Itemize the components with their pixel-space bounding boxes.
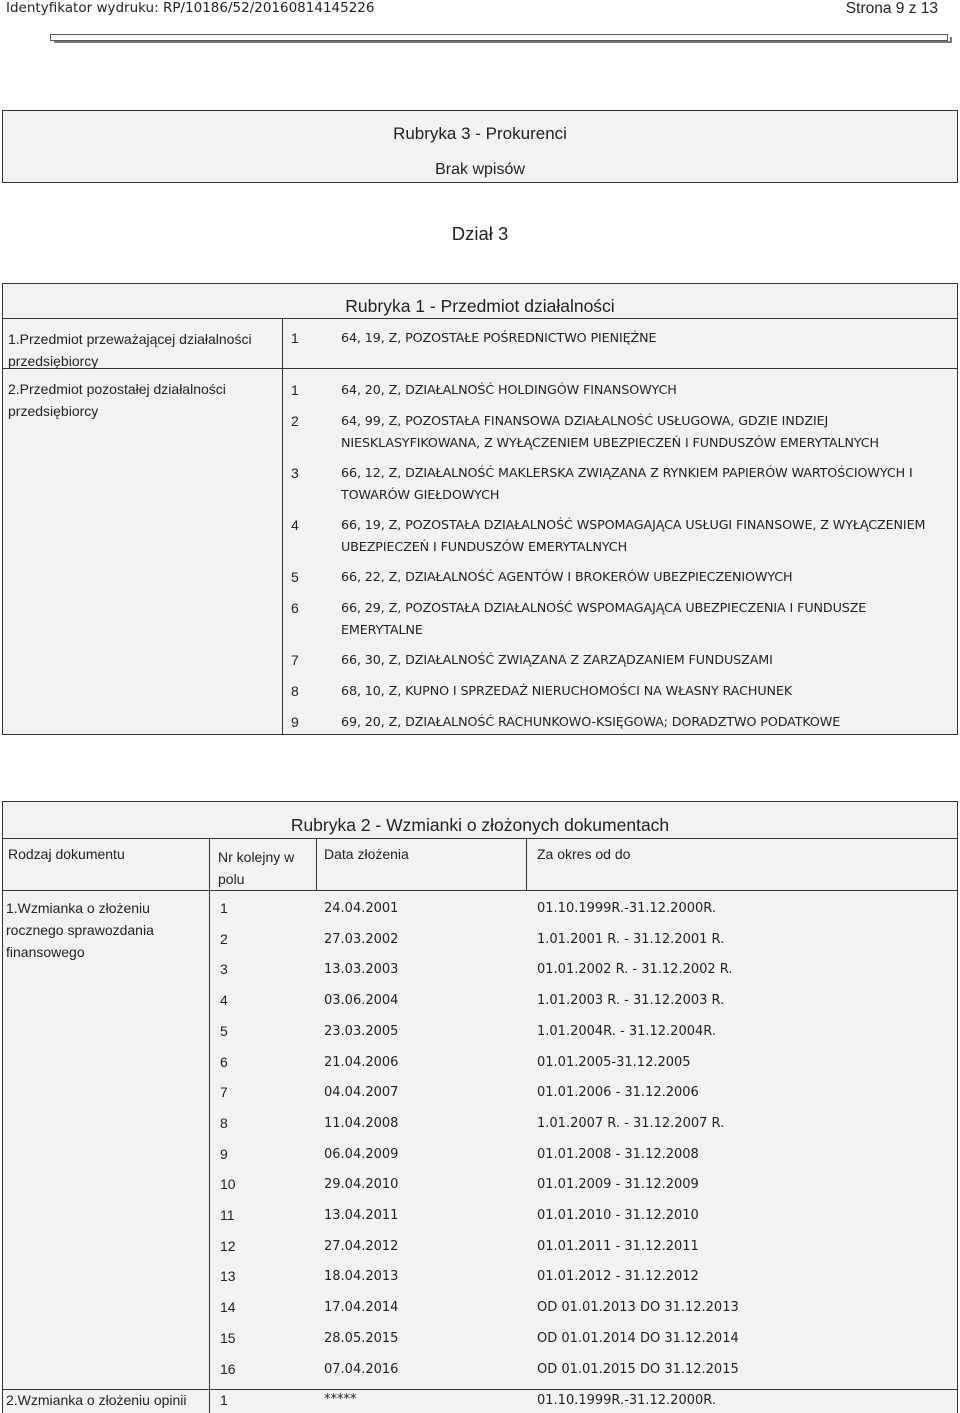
main-activity-label: 1.Przedmiot przeważającej działalności przedsiębiorcy xyxy=(8,331,252,369)
rubryka3-box xyxy=(2,110,958,183)
submission-date: 18.04.2013 xyxy=(324,1269,399,1285)
row-number: 2 xyxy=(220,930,228,947)
row-number: 9 xyxy=(220,1145,228,1162)
row-number: 16 xyxy=(220,1360,236,1377)
period-range: 1.01.2007 R. - 31.12.2007 R. xyxy=(537,1115,725,1131)
activity-text: 64, 99, Z, POZOSTAŁA FINANSOWA DZIAŁALNOŚĆ USŁUGOWA, GDZIE INDZIEJ NIESKLASYFIKOWANA, Z WYŁĄCZENIEM UBEZPIECZEŃ I FUNDUSZÓW EMERYTALNYCH xyxy=(341,413,879,450)
rubryka3-title: Rubryka 3 - Prokurenci xyxy=(393,124,567,143)
row-number: 5 xyxy=(220,1022,228,1039)
activity-number: 8 xyxy=(291,683,299,699)
submission-date: 13.04.2011 xyxy=(324,1208,399,1223)
period-range: 01.01.2006 - 31.12.2006 xyxy=(537,1085,699,1101)
submission-date: 29.04.2010 xyxy=(324,1177,399,1193)
submission-date: 06.04.2009 xyxy=(324,1146,399,1162)
row-number: 11 xyxy=(220,1207,235,1223)
column-header: Rodzaj dokumentu xyxy=(8,846,125,862)
period-range: 1.01.2001 R. - 31.12.2001 R. xyxy=(537,931,725,947)
table-rule xyxy=(209,890,210,1413)
period-range: 01.10.1999R.-31.12.2000R. xyxy=(537,901,716,916)
activity-text: 66, 22, Z, DZIAŁALNOŚĆ AGENTÓW I BROKERÓW UBEZPIECZENIOWYCH xyxy=(341,569,793,584)
document-type-label: 1.Wzmianka o złożeniu rocznego sprawozdania finansowego xyxy=(6,900,154,960)
row-number: 3 xyxy=(220,961,228,978)
table-rule xyxy=(316,838,317,890)
period-range: 01.01.2009 - 31.12.2009 xyxy=(537,1177,699,1193)
submission-date: 07.04.2016 xyxy=(324,1361,399,1377)
submission-date: 17.04.2014 xyxy=(324,1300,399,1316)
submission-date: 04.04.2007 xyxy=(324,1085,399,1101)
period-range: 01.01.2010 - 31.12.2010 xyxy=(537,1208,699,1223)
submission-date: 27.04.2012 xyxy=(324,1238,399,1254)
submission-date: 13.03.2003 xyxy=(324,962,399,978)
activity-text: 64, 19, Z, POZOSTAŁE POŚREDNICTWO PIENIĘŻNE xyxy=(341,330,657,345)
print-identifier: Identyfikator wydruku: RP/10186/52/20160814145226 xyxy=(6,0,375,16)
row-number: 10 xyxy=(220,1176,236,1193)
row-number: 7 xyxy=(220,1084,228,1101)
activity-number: 1 xyxy=(291,382,299,398)
row-number: 1 xyxy=(220,900,228,916)
submission-date: ***** xyxy=(324,1392,357,1407)
table-rule xyxy=(282,318,283,735)
submission-date: 24.04.2001 xyxy=(324,901,399,916)
activity-text: 66, 29, Z, POZOSTAŁA DZIAŁALNOŚĆ WSPOMAGAJĄCA UBEZPIECZENIA I FUNDUSZE EMERYTALNE xyxy=(341,600,867,637)
row-number: 4 xyxy=(220,992,228,1009)
period-range: 1.01.2003 R. - 31.12.2003 R. xyxy=(537,993,725,1009)
activity-text: 69, 20, Z, DZIAŁALNOŚĆ RACHUNKOWO-KSIĘGOWA; DORADZTWO PODATKOWE xyxy=(341,714,841,729)
rubryka2-title: Rubryka 2 - Wzmianki o złożonych dokumentach xyxy=(290,815,670,835)
row-number: 1 xyxy=(220,1392,228,1408)
period-range: 01.01.2012 - 31.12.2012 xyxy=(537,1269,699,1285)
activity-number: 1 xyxy=(291,330,299,346)
section-title: Dział 3 xyxy=(451,223,509,244)
submission-date: 11.04.2008 xyxy=(324,1115,399,1131)
activity-text: 68, 10, Z, KUPNO I SPRZEDAŻ NIERUCHOMOŚCI NA WŁASNY RACHUNEK xyxy=(341,683,793,698)
table-rule xyxy=(2,318,958,319)
activity-number: 3 xyxy=(291,465,299,481)
rubryka3-empty: Brak wpisów xyxy=(435,161,525,178)
column-header: Za okres od do xyxy=(537,846,631,862)
submission-date: 23.03.2005 xyxy=(324,1023,399,1039)
activity-number: 7 xyxy=(291,652,299,668)
activity-text: 64, 20, Z, DZIAŁALNOŚĆ HOLDINGÓW FINANSOWYCH xyxy=(341,382,677,397)
submission-date: 03.06.2004 xyxy=(324,993,399,1009)
period-range: 01.01.2011 - 31.12.2011 xyxy=(537,1238,699,1254)
period-range: 1.01.2004R. - 31.12.2004R. xyxy=(537,1023,716,1039)
column-header: Nr kolejny w polu xyxy=(218,849,295,887)
activity-number: 9 xyxy=(291,714,299,730)
period-range: 01.01.2005-31.12.2005 xyxy=(537,1054,691,1070)
activity-number: 6 xyxy=(291,600,299,616)
column-header: Data złożenia xyxy=(324,846,409,862)
activity-text: 66, 30, Z, DZIAŁALNOŚĆ ZWIĄZANA Z ZARZĄDZANIEM FUNDUSZAMI xyxy=(341,652,773,667)
row-number: 13 xyxy=(220,1268,236,1285)
period-range: OD 01.01.2015 DO 31.12.2015 xyxy=(537,1361,739,1377)
activity-text: 66, 19, Z, POZOSTAŁA DZIAŁALNOŚĆ WSPOMAGAJĄCA USŁUGI FINANSOWE, Z WYŁĄCZENIEM UBEZPIECZEŃ I FUNDUSZÓW EMERYTALNYCH xyxy=(341,517,926,554)
period-range: OD 01.01.2013 DO 31.12.2013 xyxy=(537,1300,739,1316)
row-number: 8 xyxy=(220,1114,228,1131)
period-range: OD 01.01.2014 DO 31.12.2014 xyxy=(537,1330,739,1346)
rubryka2-box xyxy=(2,801,958,1413)
activity-number: 5 xyxy=(291,569,299,585)
other-activity-label: 2.Przedmiot pozostałej działalności przedsiębiorcy xyxy=(8,381,226,419)
period-range: 01.01.2002 R. - 31.12.2002 R. xyxy=(537,962,733,978)
activity-number: 4 xyxy=(291,517,299,533)
row-number: 14 xyxy=(220,1299,236,1316)
activity-text: 66, 12, Z, DZIAŁALNOŚĆ MAKLERSKA ZWIĄZANA Z RYNKIEM PAPIERÓW WARTOŚCIOWYCH I TOWARÓW GIEŁDOWYCH xyxy=(341,465,913,502)
table-rule xyxy=(2,890,958,891)
row-number: 12 xyxy=(220,1237,236,1254)
document-type-label: 2.Wzmianka o złożeniu opinii xyxy=(6,1392,187,1408)
page-number: Strona 9 z 13 xyxy=(845,0,938,17)
header-rule xyxy=(50,34,956,42)
table-rule xyxy=(2,838,958,839)
period-range: 01.01.2008 - 31.12.2008 xyxy=(537,1146,699,1162)
submission-date: 27.03.2002 xyxy=(324,931,399,947)
submission-date: 28.05.2015 xyxy=(324,1330,399,1346)
row-number: 6 xyxy=(220,1053,228,1070)
activity-number: 2 xyxy=(291,413,299,429)
period-range: 01.10.1999R.-31.12.2000R. xyxy=(537,1393,716,1408)
table-rule xyxy=(209,838,210,890)
submission-date: 21.04.2006 xyxy=(324,1054,399,1070)
table-rule xyxy=(526,838,527,890)
row-number: 15 xyxy=(220,1329,236,1346)
rubryka1-title: Rubryka 1 - Przedmiot działalności xyxy=(345,296,615,316)
